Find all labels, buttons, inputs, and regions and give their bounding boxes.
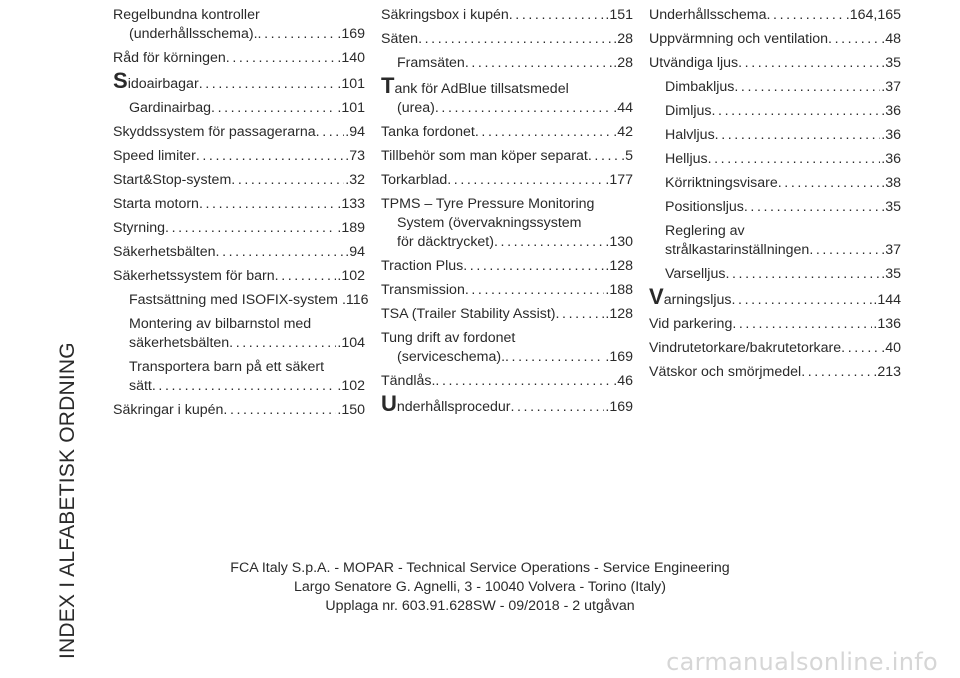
index-entry bbox=[113, 99, 365, 118]
page-number: .188 bbox=[605, 282, 633, 298]
entry-text: Säkerhetssystem för barn bbox=[113, 268, 275, 284]
page-number: .102 bbox=[337, 378, 365, 394]
entry-text: Regelbundna kontroller bbox=[113, 7, 260, 23]
entry-text: Vätskor och smörjmedel bbox=[649, 364, 802, 380]
index-entry bbox=[113, 291, 369, 310]
index-entry bbox=[649, 198, 901, 217]
index-entry bbox=[381, 54, 633, 73]
section-initial: T bbox=[381, 73, 395, 98]
entry-text: Skyddssystem för passagerarna bbox=[113, 124, 316, 140]
index-entry bbox=[381, 30, 633, 49]
entry-text: Helljus bbox=[665, 151, 708, 167]
page-number: .32 bbox=[345, 172, 365, 188]
index-entry bbox=[381, 391, 633, 417]
page-number: .36 bbox=[881, 151, 901, 167]
entry-text: TSA (Trailer Stability Assist) bbox=[381, 306, 556, 322]
index-entry bbox=[113, 267, 365, 286]
entry-text: säkerhetsbälten bbox=[129, 335, 230, 351]
entry-text: idoairbagar bbox=[127, 76, 199, 92]
index-entry bbox=[381, 372, 633, 391]
page-number: .169 bbox=[605, 349, 633, 365]
index-entry bbox=[113, 401, 365, 420]
index-entry bbox=[381, 281, 633, 300]
footer-line: Largo Senatore G. Agnelli, 3 - 10040 Volvera - Torino (Italy) bbox=[294, 579, 666, 595]
page-number: .144 bbox=[873, 292, 901, 308]
entry-text: Montering av bilbarnstol med bbox=[129, 316, 312, 332]
index-entry bbox=[381, 329, 633, 367]
entry-text: Uppvärmning och ventilation bbox=[649, 31, 829, 47]
page-number: .140 bbox=[337, 50, 365, 66]
index-entry bbox=[649, 6, 901, 25]
page-number: .35 bbox=[881, 266, 901, 282]
entry-text: Utvändiga ljus bbox=[649, 55, 739, 71]
page-number: .213 bbox=[873, 364, 901, 380]
index-entry bbox=[381, 6, 633, 25]
index-entry bbox=[381, 305, 633, 324]
footer-line: Upplaga nr. 603.91.628SW - 09/2018 - 2 utgåvan bbox=[325, 598, 635, 614]
section-initial: U bbox=[381, 391, 397, 416]
index-entry bbox=[381, 171, 633, 190]
entry-text: Traction Plus bbox=[381, 258, 464, 274]
watermark: carmanualsonline.info bbox=[666, 648, 938, 676]
index-entry bbox=[649, 363, 901, 382]
page-number: .128 bbox=[605, 258, 633, 274]
entry-text: Dimbakljus bbox=[665, 79, 735, 95]
entry-text: ank för AdBlue tillsatsmedel bbox=[394, 81, 569, 97]
entry-text: Råd för körningen bbox=[113, 50, 226, 66]
entry-text: (serviceschema). bbox=[397, 349, 506, 365]
publisher-footer bbox=[0, 559, 960, 616]
page-number: .101 bbox=[337, 100, 365, 116]
page-number: .46 bbox=[613, 373, 633, 389]
page-number: .42 bbox=[613, 124, 633, 140]
index-entry bbox=[649, 150, 901, 169]
entry-text: Starta motorn bbox=[113, 196, 199, 212]
entry-text: Transmission bbox=[381, 282, 465, 298]
page-number: .5 bbox=[621, 148, 633, 164]
index-entry bbox=[113, 49, 365, 68]
entry-text: Säkringar i kupén bbox=[113, 402, 224, 418]
index-entry bbox=[649, 222, 901, 260]
page-number: .28 bbox=[613, 31, 633, 47]
entry-text: Tung drift av fordonet bbox=[381, 330, 516, 346]
entry-text: arningsljus bbox=[663, 292, 732, 308]
entry-text: Säkerhetsbälten bbox=[113, 244, 216, 260]
page-number: .169 bbox=[605, 399, 633, 415]
index-column-3 bbox=[649, 6, 901, 387]
index-entry bbox=[113, 147, 365, 166]
entry-text: Tanka fordonet bbox=[381, 124, 475, 140]
entry-text: Reglering av bbox=[665, 223, 745, 239]
entry-text: Fastsättning med ISOFIX-system bbox=[129, 292, 338, 308]
index-entry bbox=[113, 6, 365, 44]
index-entry bbox=[649, 284, 901, 310]
page-number: .116 bbox=[341, 292, 369, 308]
page-number: .94 bbox=[345, 124, 365, 140]
page-number: .102 bbox=[337, 268, 365, 284]
index-entry bbox=[113, 123, 365, 142]
page-number: .150 bbox=[337, 402, 365, 418]
entry-text: Start&Stop-system bbox=[113, 172, 232, 188]
page-number: .44 bbox=[613, 100, 633, 116]
entry-text: Körriktningsvisare bbox=[665, 175, 778, 191]
index-entry bbox=[113, 358, 365, 396]
index-entry bbox=[113, 195, 365, 214]
page-number: .28 bbox=[613, 55, 633, 71]
entry-text: för däcktrycket) bbox=[397, 234, 494, 250]
page-number: .94 bbox=[345, 244, 365, 260]
entry-text: Tillbehör som man köper separat bbox=[381, 148, 588, 164]
entry-text: (underhållsschema). bbox=[129, 26, 258, 42]
entry-text: nderhållsprocedur bbox=[396, 399, 511, 415]
section-initial: V bbox=[649, 284, 664, 309]
page-number: .169 bbox=[337, 26, 365, 42]
index-column-1 bbox=[113, 6, 369, 425]
index-entry bbox=[113, 171, 365, 190]
index-entry bbox=[381, 123, 633, 142]
index-entry bbox=[113, 68, 365, 94]
index-entry bbox=[113, 219, 365, 238]
page-number: .189 bbox=[337, 220, 365, 236]
index-entry bbox=[649, 54, 901, 73]
page-number: .104 bbox=[337, 335, 365, 351]
page-number: .37 bbox=[881, 242, 901, 258]
section-title: INDEX I ALFABETISK ORDNING bbox=[56, 342, 79, 659]
index-entry bbox=[381, 147, 633, 166]
index-entry bbox=[381, 73, 633, 118]
index-entry bbox=[649, 265, 901, 284]
page-number: .73 bbox=[345, 148, 365, 164]
index-entry bbox=[649, 126, 901, 145]
index-entry bbox=[113, 243, 365, 262]
index-entry bbox=[649, 78, 901, 97]
entry-text: Tändlås. bbox=[381, 373, 436, 389]
entry-text: Styrning bbox=[113, 220, 166, 236]
index-entry bbox=[649, 30, 901, 49]
page-number: .164,165 bbox=[845, 7, 901, 23]
page-number: .128 bbox=[605, 306, 633, 322]
page-number: .36 bbox=[881, 127, 901, 143]
index-entry bbox=[381, 257, 633, 276]
page-number: .136 bbox=[873, 316, 901, 332]
index-entry bbox=[381, 195, 633, 252]
page-number: .35 bbox=[881, 55, 901, 71]
entry-text: TPMS – Tyre Pressure Monitoring bbox=[381, 196, 595, 212]
entry-text: Dimljus bbox=[665, 103, 712, 119]
index-entry bbox=[649, 174, 901, 193]
page-number: .101 bbox=[337, 76, 365, 92]
entry-text: Speed limiter bbox=[113, 148, 196, 164]
entry-text: System (övervakningssystem bbox=[397, 215, 582, 231]
entry-text: Torkarblad bbox=[381, 172, 448, 188]
entry-text: Halvljus bbox=[665, 127, 715, 143]
page-number: .40 bbox=[881, 340, 901, 356]
section-initial: S bbox=[113, 68, 128, 93]
page-number: .48 bbox=[881, 31, 901, 47]
entry-text: Säten bbox=[381, 31, 419, 47]
page-number: .177 bbox=[605, 172, 633, 188]
index-entry bbox=[113, 315, 365, 353]
page-number: .36 bbox=[881, 103, 901, 119]
index-entry bbox=[649, 315, 901, 334]
entry-text: Varselljus bbox=[665, 266, 726, 282]
entry-text: (urea) bbox=[397, 100, 435, 116]
entry-text: Transportera barn på ett säkert bbox=[129, 359, 325, 375]
entry-text: Vid parkering bbox=[649, 316, 733, 332]
index-entry bbox=[649, 339, 901, 358]
page-number: .37 bbox=[881, 79, 901, 95]
entry-text: Vindrutetorkare/bakrutetorkare bbox=[649, 340, 842, 356]
entry-text: sätt bbox=[129, 378, 152, 394]
entry-text: Positionsljus bbox=[665, 199, 744, 215]
page-number: .133 bbox=[337, 196, 365, 212]
page-number: .35 bbox=[881, 199, 901, 215]
footer-line: FCA Italy S.p.A. - MOPAR - Technical Service Operations - Service Engineering bbox=[230, 560, 730, 576]
entry-text: Framsäten bbox=[397, 55, 465, 71]
index-entry bbox=[649, 102, 901, 121]
page-number: .130 bbox=[605, 234, 633, 250]
index-column-2 bbox=[381, 6, 633, 422]
entry-text: Säkringsbox i kupén bbox=[381, 7, 509, 23]
entry-text: Gardinairbag bbox=[129, 100, 212, 116]
entry-text: Underhållsschema bbox=[649, 7, 767, 23]
entry-text: strålkastarinställningen bbox=[665, 242, 810, 258]
page-number: .38 bbox=[881, 175, 901, 191]
page-number: .151 bbox=[605, 7, 633, 23]
